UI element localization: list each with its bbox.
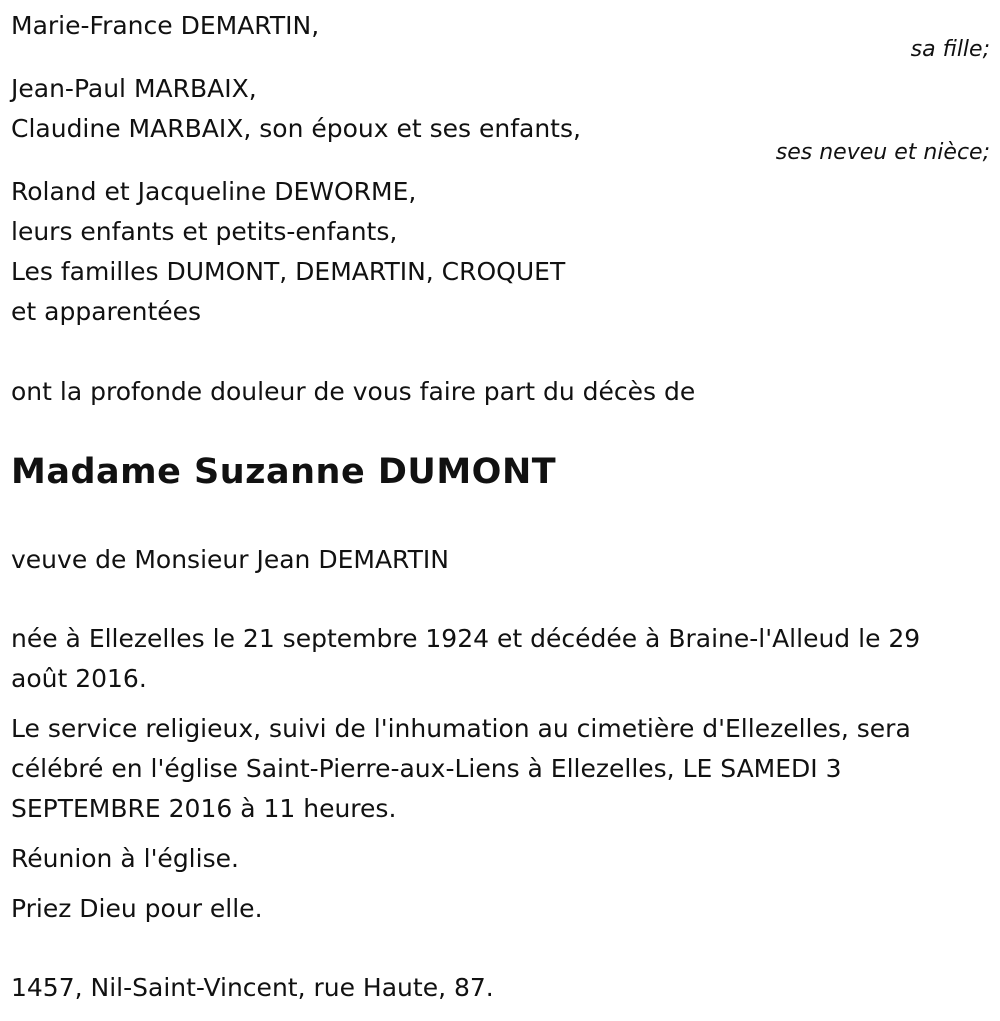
- service-line-3: SEPTEMBRE 2016 à 11 heures.: [11, 794, 397, 823]
- family-line-2: leurs enfants et petits-enfants,: [11, 217, 398, 246]
- prayer-text: Priez Dieu pour elle.: [11, 894, 263, 923]
- daughter-name: Marie-France DEMARTIN,: [11, 11, 320, 40]
- niece-name: Claudine MARBAIX, son époux et ses enfants,: [11, 114, 581, 143]
- family-line-1: Roland et Jacqueline DEWORME,: [11, 177, 417, 206]
- family-line-4: et apparentées: [11, 297, 202, 326]
- service-line-1: Le service religieux, suivi de l'inhumation au cimetière d'Ellezelles, sera: [11, 714, 911, 743]
- nephew-name: Jean-Paul MARBAIX,: [11, 74, 257, 103]
- deceased-name: Madame Suzanne DUMONT: [11, 452, 557, 492]
- family-line-3: Les familles DUMONT, DEMARTIN, CROQUET: [11, 257, 566, 286]
- birth-death-line-2: août 2016.: [11, 664, 147, 693]
- meeting-text: Réunion à l'église.: [11, 844, 239, 873]
- widow-of-text: veuve de Monsieur Jean DEMARTIN: [11, 545, 449, 574]
- nephew-niece-role: ses neveu et nièce;: [775, 140, 990, 165]
- service-line-2: célébré en l'église Saint-Pierre-aux-Liens à Ellezelles, LE SAMEDI 3: [11, 754, 842, 783]
- address-text: 1457, Nil-Saint-Vincent, rue Haute, 87.: [11, 973, 494, 1002]
- announcement-text: ont la profonde douleur de vous faire part du décès de: [11, 377, 696, 406]
- daughter-role: sa fille;: [910, 37, 990, 62]
- birth-death-line-1: née à Ellezelles le 21 septembre 1924 et décédée à Braine-l'Alleud le 29: [11, 624, 921, 653]
